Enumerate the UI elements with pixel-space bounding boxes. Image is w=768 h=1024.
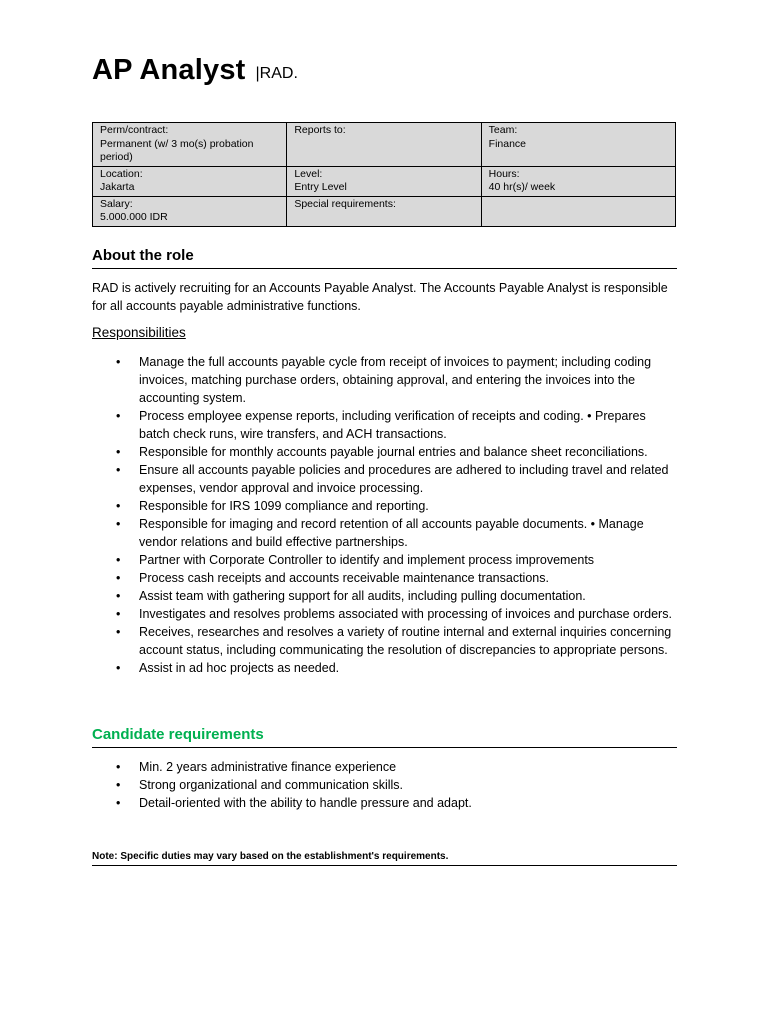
empty-cell: [481, 196, 675, 226]
list-item-text: Partner with Corporate Controller to identify and implement process improvements: [139, 553, 595, 567]
job-info-table: [92, 122, 676, 227]
bullet-icon: •: [116, 499, 121, 513]
salary-label: Salary:: [100, 197, 133, 210]
list-item-text: Assist in ad hoc projects as needed.: [139, 661, 340, 675]
list-item: [92, 794, 677, 812]
list-item: [92, 758, 677, 776]
page-title: AP Analyst: [92, 54, 246, 86]
perm-contract-label: Perm/contract:: [100, 124, 169, 136]
table-row: [93, 196, 676, 226]
bullet-icon: •: [116, 517, 121, 531]
perm-contract-value: Permanent (w/ 3 mo(s) probation period): [100, 137, 254, 163]
salary-value: 5.000.000 IDR: [100, 211, 168, 223]
list-item-text: Investigates and resolves problems associated with processing of invoices and purchase orders.: [139, 607, 672, 621]
bullet-icon: •: [116, 553, 121, 567]
list-item-text: Manage the full accounts payable cycle from receipt of invoices to payment; including coding invoices, matching purchase orders, obtaining approval, and entering the invoices into the accounting system.: [139, 355, 652, 405]
list-item-text: Assist team with gathering support for all audits, including pulling documentation.: [139, 589, 586, 603]
hours-cell: [481, 166, 675, 196]
list-item-text: Process employee expense reports, including verification of receipts and coding. • Prepares batch check runs, wire transfers, and ACH transactions.: [139, 409, 646, 441]
special-requirements-cell: [287, 196, 481, 226]
level-cell: [287, 166, 481, 196]
title-row: [92, 54, 298, 87]
special-requirements-label: Special requirements:: [294, 197, 396, 210]
candidate-requirements-list: [92, 758, 677, 812]
table-row: [93, 123, 676, 167]
responsibilities-heading: Responsibilities: [92, 325, 186, 340]
bullet-icon: •: [116, 589, 121, 603]
about-role-heading: About the role: [92, 247, 677, 269]
team-value: Finance: [488, 137, 527, 150]
team-cell: [481, 123, 675, 167]
list-item: [92, 587, 677, 605]
bullet-icon: •: [116, 445, 121, 459]
list-item: [92, 569, 677, 587]
salary-cell: [93, 196, 287, 226]
list-item-text: Responsible for IRS 1099 compliance and reporting.: [139, 499, 429, 513]
reports-to-label: Reports to:: [294, 124, 346, 136]
list-item-text: Strong organizational and communication skills.: [139, 778, 404, 792]
company-name: |RAD.: [255, 65, 298, 82]
about-role-text: RAD is actively recruiting for an Accounts Payable Analyst. The Accounts Payable Analyst is responsible for all accounts payable administrative functions.: [92, 281, 668, 313]
bullet-icon: •: [116, 571, 121, 585]
list-item: [92, 623, 677, 659]
list-item: [92, 353, 677, 407]
bullet-icon: •: [116, 409, 121, 423]
perm-contract-cell: [93, 123, 287, 167]
bullet-icon: •: [116, 796, 121, 810]
responsibilities-list: [92, 353, 677, 677]
list-item: [92, 461, 677, 497]
location-cell: [93, 166, 287, 196]
candidate-requirements-heading: Candidate requirements: [92, 726, 677, 748]
list-item: [92, 659, 677, 677]
list-item: [92, 605, 677, 623]
reports-to-cell: [287, 123, 481, 167]
list-item-text: Detail-oriented with the ability to handle pressure and adapt.: [139, 796, 472, 810]
list-item-text: Responsible for monthly accounts payable journal entries and balance sheet reconciliations.: [139, 445, 648, 459]
list-item: [92, 407, 677, 443]
bullet-icon: •: [116, 778, 121, 792]
bullet-icon: •: [116, 355, 121, 369]
bullet-icon: •: [116, 625, 121, 639]
hours-value: 40 hr(s)/ week: [488, 181, 556, 193]
hours-label: Hours:: [488, 167, 520, 180]
bullet-icon: •: [116, 463, 121, 477]
level-value: Entry Level: [294, 181, 347, 193]
list-item-text: Process cash receipts and accounts receivable maintenance transactions.: [139, 571, 549, 585]
bullet-icon: •: [116, 760, 121, 774]
list-item: [92, 443, 677, 461]
list-item: [92, 776, 677, 794]
location-label: Location:: [100, 167, 143, 180]
table-row: [93, 166, 676, 196]
list-item: [92, 515, 677, 551]
list-item-text: Receives, researches and resolves a variety of routine internal and external inquiries concerning account status, including communicating the resolution of discrepancies to appropriate persons.: [139, 625, 672, 657]
list-item-text: Min. 2 years administrative finance experience: [139, 760, 397, 774]
list-item-text: Responsible for imaging and record retention of all accounts payable documents. • Manage vendor relations and build effective partnerships.: [139, 517, 644, 549]
list-item: [92, 497, 677, 515]
location-value: Jakarta: [100, 181, 135, 193]
bullet-icon: •: [116, 607, 121, 621]
list-item: [92, 551, 677, 569]
level-label: Level:: [294, 167, 323, 180]
footnote: Note: Specific duties may vary based on the establishment's requirements.: [92, 851, 677, 866]
list-item-text: Ensure all accounts payable policies and procedures are adhered to including travel and related expenses, vendor approval and invoice processing.: [139, 463, 669, 495]
team-label: Team:: [488, 124, 518, 136]
bullet-icon: •: [116, 661, 121, 675]
